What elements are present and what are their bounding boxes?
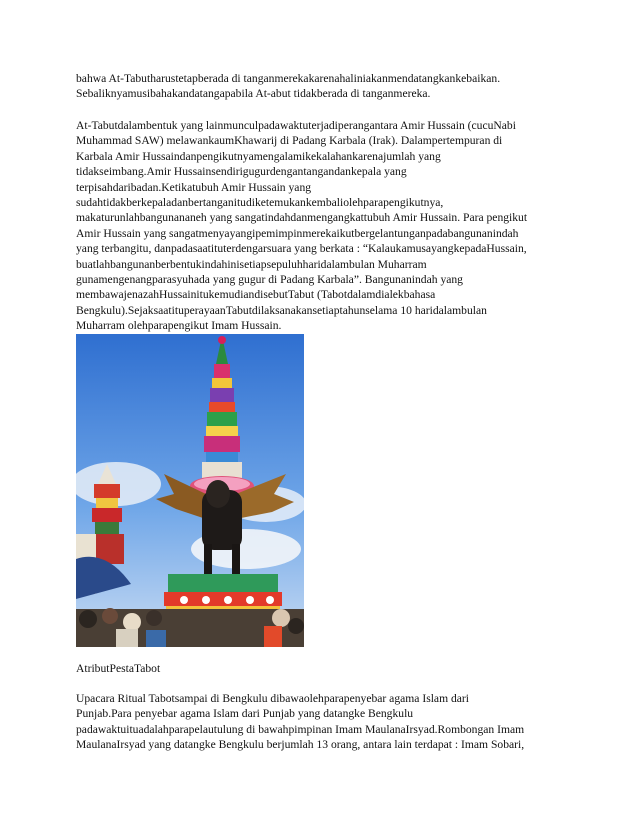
- paragraph-line: Punjab.Para penyebar agama Islam dari Punjab yang datangke Bengkulu: [76, 707, 414, 721]
- paragraph-line: Muhammad SAW) melawankaumKhawarij di Padang Karbala (Irak). Dalampertempuran di: [76, 134, 503, 148]
- paragraph-line: At-Tabutdalambentuk yang lainmunculpadawaktuterjadiperangantara Amir Hussain (cucuNabi: [76, 119, 516, 132]
- paragraph-line: makaturunlahbangunananeh yang sangatindahdanmengangkattubuh Amir Hussain. Para pengikut: [76, 211, 528, 225]
- paragraph-2: [76, 118, 568, 334]
- paragraph-line: gunamengenangparasyuhada yang gugur di Padang Karbala”. Bangunanindah yang: [76, 273, 463, 287]
- paragraph-line: buatlahbangunanberbentukindahinisetiapsepuluhharidalambulan Muharram: [76, 257, 427, 271]
- paragraph-line: bahwa At-Tabutharustetapberada di tanganmerekakarenahaliniakanmendatangkankebaikan.: [76, 72, 501, 85]
- paragraph-line: MaulanaIrsyad yang datangke Bengkulu berjumlah 13 orang, antara lain terdapat : Imam Sobari,: [76, 738, 525, 752]
- paragraph-line: tidakseimbang.Amir Hussainsendirigugurdengantangandankepala yang: [76, 165, 407, 179]
- paragraph-line: yang terbangitu, danpadasaatituterdengarsuara yang berkata : “KalaukamusayangkepadaHussain,: [76, 242, 527, 256]
- paragraph-line: Amir Hussain yang sangatmenyayangipemimpinmerekaikutbergelantunganpadabangunanindah: [76, 226, 519, 240]
- paragraph-line: Upacara Ritual Tabotsampai di Bengkulu dibawaolehparapenyebar agama Islam dari: [76, 692, 470, 705]
- paragraph-line: Muharram olehparapengikut Imam Hussain.: [76, 319, 282, 333]
- paragraph-3: [76, 691, 568, 753]
- tabot-festival-photo: [76, 334, 304, 647]
- paragraph-line: Bengkulu).SejaksaatituperayaanTabutdilaksanakansetiaptahunselama 10 haridalambulan: [76, 303, 487, 317]
- paragraph-line: terpisahdaribadan.Ketikatubuh Amir Hussain yang: [76, 180, 312, 194]
- caption-text: AtributPestaTabot: [76, 662, 161, 675]
- paragraph-line: sudahtidakberkepaladanbertanganitudiketemukankembaliolehparapengikutnya,: [76, 196, 444, 210]
- paragraph-line: Sebaliknyamusibahakandatangapabila At-abut tidakberada di tanganmereka.: [76, 87, 431, 101]
- paragraph-line: membawajenazahHussainitukemudiandisebutTabut (Tabotdalamdialekbahasa: [76, 288, 436, 302]
- paragraph-line: Karbala Amir Hussaindanpengikutnyamengalamikekalahankarenajumlah yang: [76, 149, 441, 163]
- photo-caption: [76, 661, 568, 676]
- paragraph-line: padawaktuituadalahparapelautulung di bawahpimpinan Imam MaulanaIrsyad.Rombongan Imam: [76, 722, 525, 736]
- paragraph-1: [76, 71, 568, 102]
